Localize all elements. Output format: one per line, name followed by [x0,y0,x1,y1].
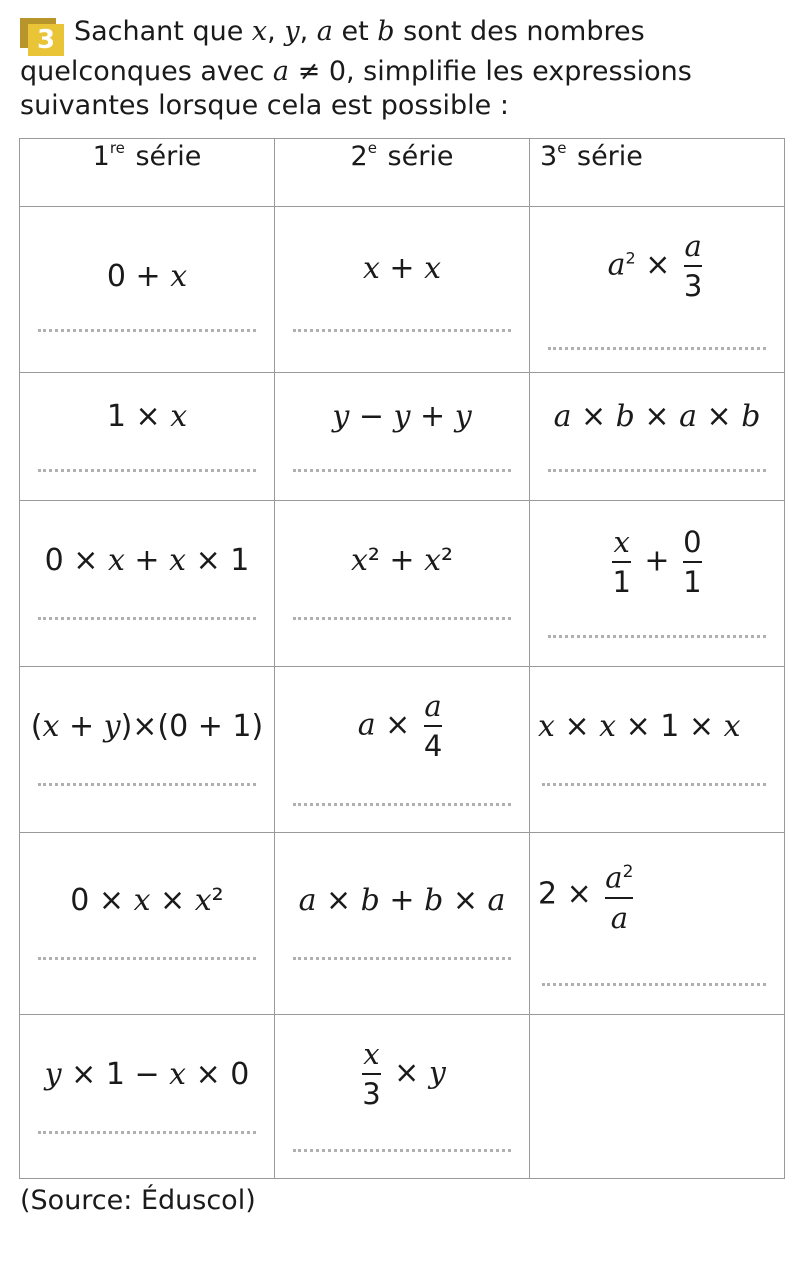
table-row [20,1015,785,1179]
answer-line[interactable] [542,783,766,786]
table-row [20,373,785,501]
table-cell [20,1015,275,1179]
table-cell [530,501,785,667]
answer-line[interactable] [38,329,256,332]
header-row [20,139,785,207]
table-cell [275,667,530,833]
answer-line[interactable] [548,635,766,638]
expression: a × b + b × a [298,883,506,918]
answer-line[interactable] [293,329,511,332]
answer-line[interactable] [293,803,511,806]
expression: a × $\frac{a}{4}$ [357,689,443,763]
table-cell [20,207,275,373]
table-cell [530,667,785,833]
expression: y − y + y [332,399,472,434]
answer-line[interactable] [293,469,511,472]
expression: x + x [362,251,442,286]
expression: y × 1 − x × 0 [44,1057,250,1092]
table-cell [275,501,530,667]
comma: , [267,16,285,47]
answer-line[interactable] [293,617,511,620]
table-cell [530,373,785,501]
expression: $\frac{x}{3}$ × y [362,1037,446,1111]
expression: x × x × 1 × x [538,709,741,744]
var-a: a [272,56,290,87]
table-cell [275,833,530,1015]
answer-line[interactable] [38,469,256,472]
header-serie-1: 1re série [20,139,275,207]
answer-line[interactable] [38,957,256,960]
table-row [20,207,785,373]
answer-line[interactable] [38,783,256,786]
statement-line-3 [20,86,790,126]
table-cell [275,1015,530,1179]
answer-line[interactable] [542,983,766,986]
statement-text: sont des nombres [394,16,645,47]
fraction: $\frac{x}{1}$ [612,525,631,599]
expression: 0 × x + x × 1 [44,543,250,578]
table-cell [275,373,530,501]
table-cell [20,667,275,833]
exercise-number-badge [20,18,64,56]
answer-line[interactable] [293,1149,511,1152]
expression: 2 × $\frac{a^2}{a}$ [538,855,784,935]
var-a: a [316,16,333,47]
table-cell [20,373,275,501]
table-cell [530,207,785,373]
header-serie-2: 2e série [275,139,530,207]
table-cell [275,207,530,373]
table-cell [20,833,275,1015]
expression: $\frac{x}{1}$ + $\frac{0}{1}$ [612,525,702,599]
answer-line[interactable] [38,617,256,620]
fraction: $\frac{x}{3}$ [362,1037,381,1111]
source-credit: (Source: Éduscol) [20,1185,256,1216]
table-cell [20,501,275,667]
fraction: $\frac{a}{3}$ [683,229,703,303]
empty-cell [530,1015,785,1179]
conjunction: et [332,16,378,47]
exercise-statement [20,12,790,126]
fraction: $\frac{a^2}{a}$ [605,860,634,935]
statement-text: suivantes lorsque cela est possible : [20,90,509,121]
var-b: b [377,16,395,47]
var-y: y [284,16,300,47]
answer-line[interactable] [548,469,766,472]
header-serie-3: 3e série [530,139,785,207]
answer-line[interactable] [293,957,511,960]
statement-text: Sachant que [74,16,252,47]
fraction: $\frac{a}{4}$ [423,689,443,763]
table-row [20,501,785,667]
table-cell [530,833,785,1015]
expression: 0 + x [106,259,188,294]
statement-text: ≠ 0, simplifie les expressions [289,56,692,87]
statement-text: quelconques avec [20,56,273,87]
expression: $a^2$ × $\frac{a}{3}$ [607,229,703,303]
expression: x² + x² [350,543,454,578]
table-row [20,667,785,833]
expression: 0 × x × x² [70,883,224,918]
exercise-table [19,138,785,1179]
exercise-number: 3 [28,24,64,56]
statement-line-1 [20,12,790,55]
answer-line[interactable] [548,347,766,350]
expression: (x + y)×(0 + 1) [30,709,264,744]
comma: , [299,16,317,47]
answer-line[interactable] [38,1131,256,1134]
expression: 1 × x [106,399,188,434]
table-row [20,833,785,1015]
fraction: $\frac{0}{1}$ [683,525,702,599]
expression: a × b × a × b [553,399,761,434]
var-x: x [251,16,268,47]
